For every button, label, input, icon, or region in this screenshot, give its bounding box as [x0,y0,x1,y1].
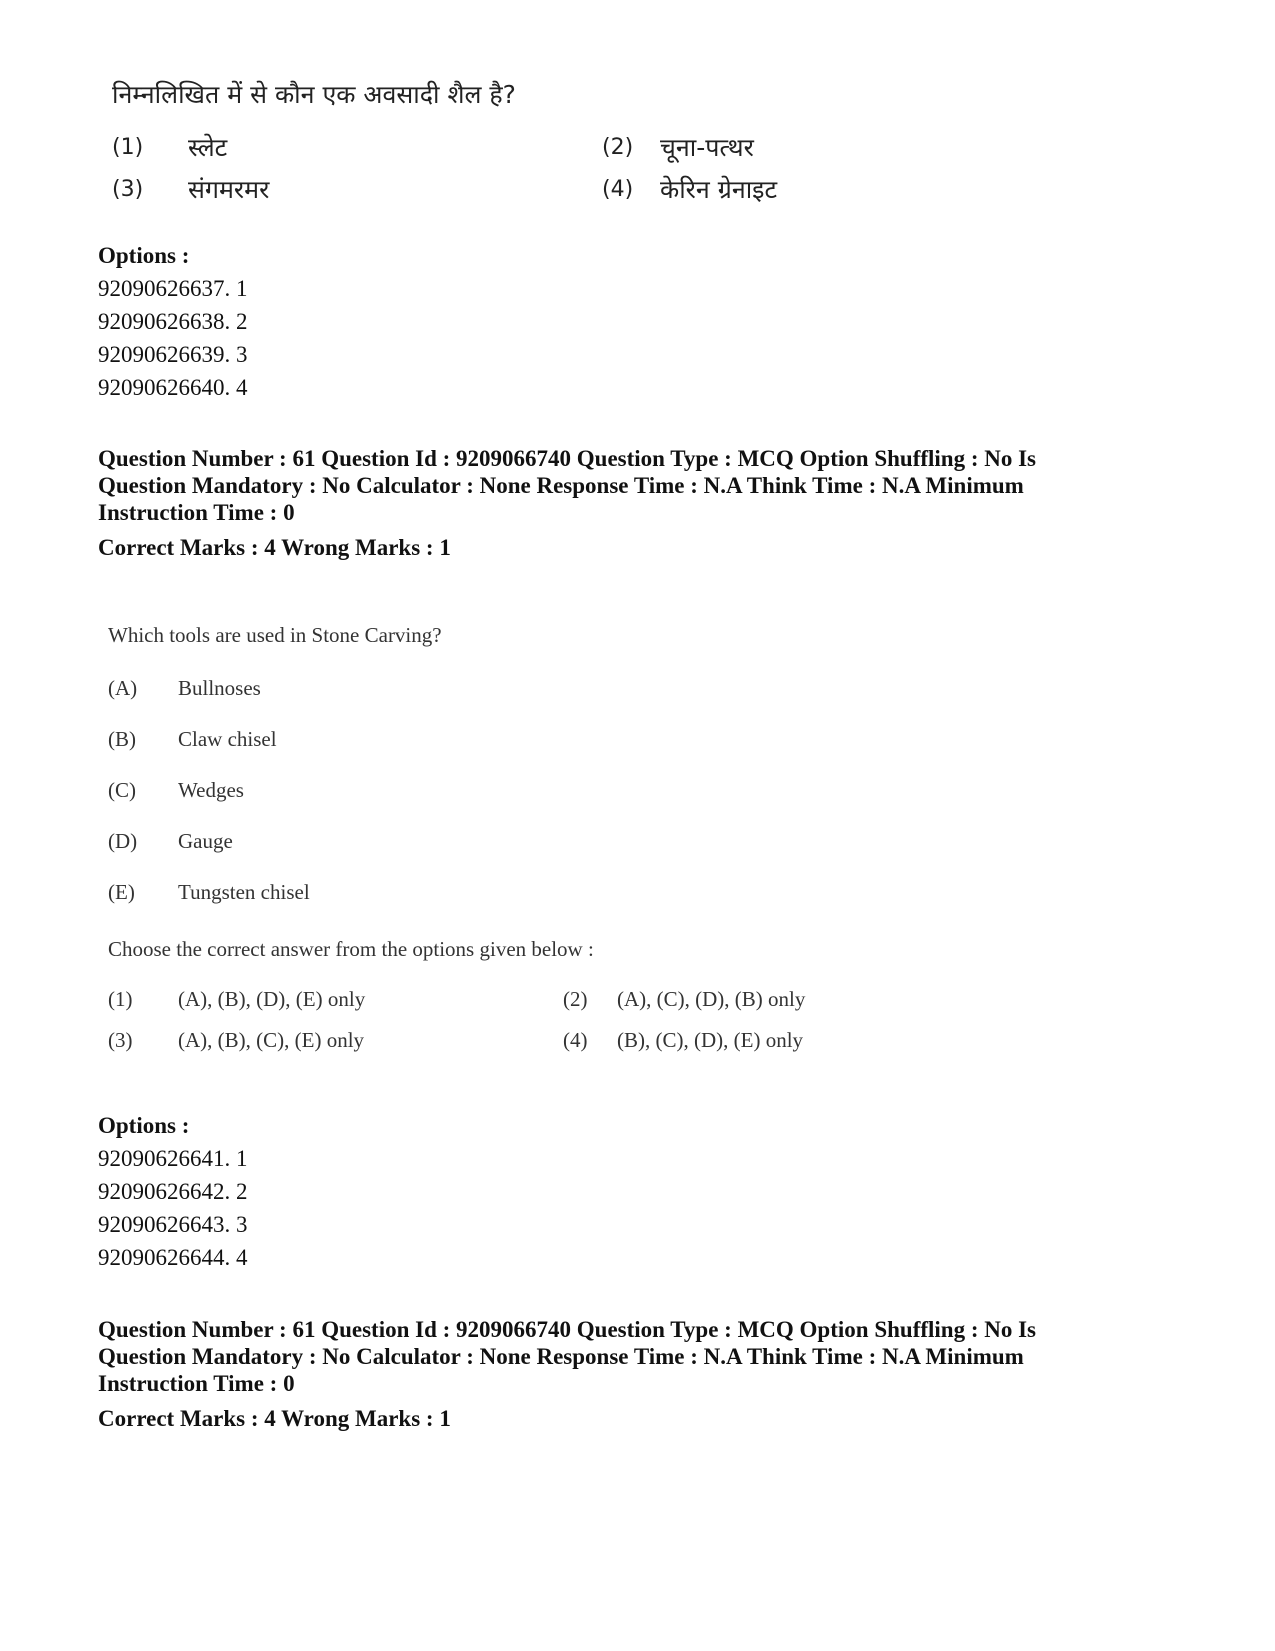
item-letter: (E) [108,879,135,904]
item-text: Claw chisel [178,726,277,751]
hindi-question [112,78,872,206]
hindi-option [112,172,602,206]
hindi-option-text: चूना-पत्थर [660,133,754,162]
question-meta-line: Instruction Time : 0 [98,500,295,525]
hindi-option-number: (1) [112,134,144,160]
item-letter: (A) [108,675,138,700]
item-text: Bullnoses [178,675,261,700]
english-question-item [108,775,868,805]
question-meta-line: Question Number : 61 Question Id : 9209066740 Question Type : MCQ Option Shuffling : No Is [98,1317,1037,1342]
option-id-row: 92090626644. 4 [98,1245,248,1270]
marks-line: Correct Marks : 4 Wrong Marks : 1 [98,1406,451,1431]
options-heading: Options : [98,243,190,268]
item-text: Wedges [178,777,244,802]
hindi-option-number: (4) [602,176,634,202]
question-meta-line: Question Mandatory : No Calculator : None Response Time : N.A Think Time : N.A Minimum [98,1344,1024,1369]
english-question-item [108,673,868,703]
question-meta-line: Question Number : 61 Question Id : 9209066740 Question Type : MCQ Option Shuffling : No Is [98,446,1037,471]
answer-option-number: (2) [563,986,588,1011]
answer-option-number: (3) [108,1027,133,1052]
option-id-row: 92090626639. 3 [98,342,248,367]
answer-option [108,984,563,1014]
english-question-stem: Which tools are used in Stone Carving? [108,623,442,647]
answer-option-text: (B), (C), (D), (E) only [617,1027,804,1052]
question-meta [98,445,1178,563]
english-question-item [108,724,868,754]
option-id-row: 92090626637. 1 [98,276,248,301]
answer-option-number: (1) [108,986,133,1011]
hindi-option-text: संगमरमर [188,175,270,204]
hindi-option-number: (3) [112,176,144,202]
choose-instruction: Choose the correct answer from the options given below : [108,937,594,961]
english-question [108,620,868,1055]
answer-option [563,984,863,1014]
option-id-row: 92090626643. 3 [98,1212,248,1237]
english-question-options [108,984,868,1055]
item-text: Tungsten chisel [178,879,310,904]
option-id-row: 92090626642. 2 [98,1179,248,1204]
answer-option-number: (4) [563,1027,588,1052]
hindi-option [602,130,872,164]
question-meta [98,1316,1178,1434]
hindi-option [112,130,602,164]
hindi-question-stem: निम्नलिखित में से कौन एक अवसादी शैल है? [112,80,516,109]
hindi-option-text: केरिन ग्रेनाइट [660,175,778,204]
option-id-row: 92090626638. 2 [98,309,248,334]
answer-option [108,1025,563,1055]
item-letter: (C) [108,777,136,802]
answer-option-text: (A), (B), (D), (E) only [178,986,366,1011]
hindi-option-text: स्लेट [188,133,228,162]
answer-option-text: (A), (C), (D), (B) only [617,986,806,1011]
option-id-row: 92090626640. 4 [98,375,248,400]
question-meta-line: Instruction Time : 0 [98,1371,295,1396]
hindi-question-options [112,130,872,206]
english-question-item [108,826,868,856]
options-block [98,240,598,404]
question-meta-line: Question Mandatory : No Calculator : None Response Time : N.A Think Time : N.A Minimum [98,473,1024,498]
options-heading: Options : [98,1113,190,1138]
answer-option [563,1025,863,1055]
option-id-row: 92090626641. 1 [98,1146,248,1171]
marks-line: Correct Marks : 4 Wrong Marks : 1 [98,535,451,560]
item-text: Gauge [178,828,233,853]
hindi-option [602,172,872,206]
hindi-option-number: (2) [602,134,634,160]
options-block [98,1110,598,1274]
item-letter: (D) [108,828,138,853]
answer-option-text: (A), (B), (C), (E) only [178,1027,365,1052]
english-question-item [108,877,868,907]
item-letter: (B) [108,726,136,751]
